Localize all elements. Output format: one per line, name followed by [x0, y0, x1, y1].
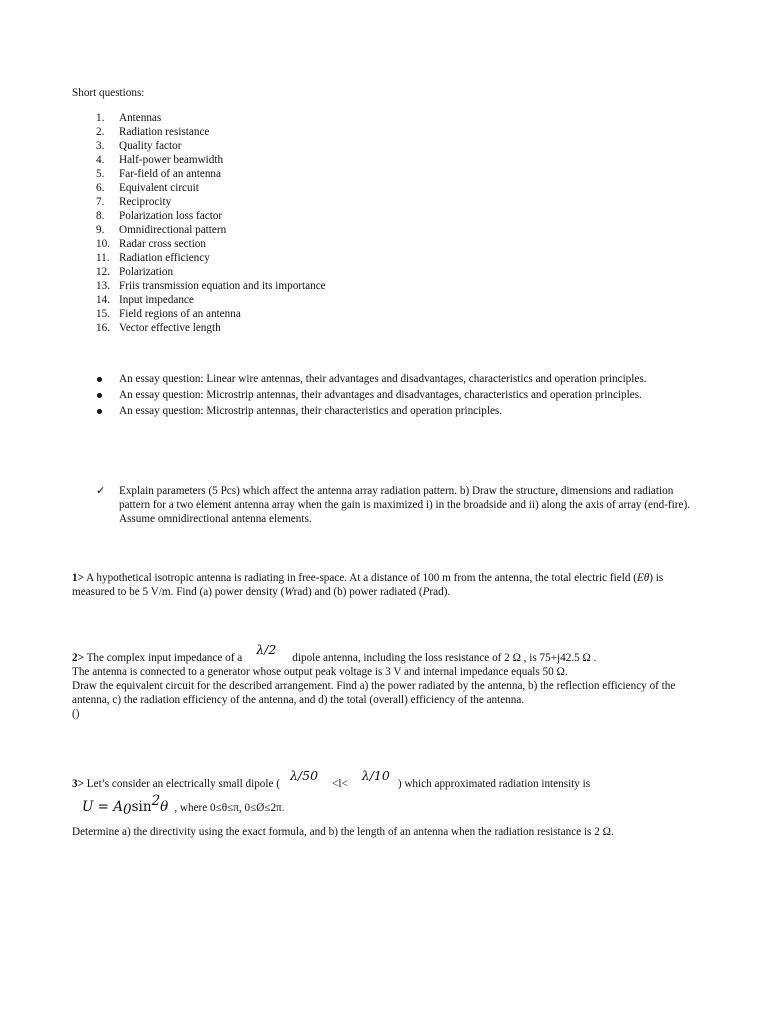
short-question-number: 10. [96, 238, 110, 250]
short-question-item [72, 321, 692, 335]
essay-question-item [94, 372, 684, 386]
short-question-text: Equivalent circuit [119, 182, 199, 194]
short-question-number: 5. [96, 168, 105, 180]
question-3-determine: Determine a) the directivity using the exact formula, and b) the length of an antenna when the radiation resistance is 2 Ω. [72, 826, 614, 838]
question-2-text: The complex input impedance of a [83, 652, 243, 664]
short-question-text: Polarization loss factor [119, 210, 223, 222]
short-question-item [72, 307, 692, 321]
short-question-text: Friis transmission equation and its importance [119, 280, 326, 292]
question-2-label: 2> [72, 652, 84, 664]
lambda-upper-bound: λ/10 [361, 768, 390, 783]
question-1-text: ). [443, 586, 451, 598]
length-inequality: <l< [332, 778, 348, 790]
short-question-number: 6. [96, 182, 105, 194]
short-question-number: 14. [96, 294, 110, 306]
short-question-number: 12. [96, 266, 110, 278]
checkmark-icon: ✓ [96, 484, 106, 497]
question-3-text: ) which approximated radiation intensity is [397, 778, 591, 790]
question-2 [72, 642, 696, 721]
formula-superscript: 2 [151, 793, 161, 809]
question-1-text: ) and (b) power radiated ( [307, 586, 423, 598]
essay-question-list [94, 372, 684, 420]
short-question-item [72, 209, 692, 223]
question-1-w: W [284, 586, 294, 598]
question-1-e-theta: Eθ [636, 572, 650, 584]
short-question-number: 9. [96, 224, 105, 236]
short-question-text: Radar cross section [119, 238, 206, 250]
short-question-number: 15. [96, 308, 110, 320]
short-question-item [72, 237, 692, 251]
short-question-number: 1. [96, 112, 105, 124]
formula-sin: sin [131, 799, 152, 815]
short-question-text: Radiation efficiency [119, 252, 210, 264]
short-questions-heading: Short questions: [72, 87, 145, 99]
short-question-number: 4. [96, 154, 105, 166]
short-question-item [72, 279, 692, 293]
question-2-line-2: The antenna is connected to a generator whose output peak voltage is 3 V and internal impedance equals 50 Ω. [72, 666, 568, 678]
question-1-w-sub: rad [293, 586, 308, 598]
short-question-item [72, 251, 692, 265]
bullet-icon [97, 409, 102, 414]
question-3-label: 3> [72, 778, 84, 790]
essay-question-item [94, 404, 684, 418]
short-question-text: Input impedance [119, 294, 194, 306]
question-2-line-3: Draw the equivalent circuit for the described arrangement. Find a) the power radiated by the antenna, b) the reflection efficiency of the antenna, c) the radiation efficiency of the antenna, and d) the total (overall) efficiency of the antenna. [72, 680, 676, 706]
formula-u: U = A [82, 799, 124, 815]
question-1 [72, 571, 696, 599]
question-2-text: dipole antenna, including the loss resistance of 2 Ω , is 75+j42.5 Ω . [292, 652, 597, 664]
short-question-item [72, 181, 692, 195]
question-2-line-1 [72, 642, 696, 665]
short-question-text: Reciprocity [119, 196, 172, 208]
formula-subscript: 0 [123, 802, 132, 818]
question-1-p: P [422, 586, 430, 598]
short-question-text: Polarization [119, 266, 174, 278]
short-question-text: Radiation resistance [119, 126, 210, 138]
short-question-text: Field regions of an antenna [119, 308, 241, 320]
short-question-text: Quality factor [119, 140, 182, 152]
short-question-item [72, 265, 692, 279]
short-question-number: 13. [96, 280, 110, 292]
short-question-text: Vector effective length [119, 322, 221, 334]
checkmark-item [94, 484, 694, 526]
question-1-text: ) is measured to be 5 V/m. Find (a) power density ( [72, 572, 664, 598]
short-question-item [72, 293, 692, 307]
bullet-icon [97, 377, 102, 382]
question-1-text: A hypothetical isotropic antenna is radiating in free-space. At a distance of 100 m from the antenna, the total electric field ( [83, 572, 637, 584]
short-question-text: Omnidirectional pattern [119, 224, 227, 236]
short-question-text: Far-field of an antenna [119, 168, 221, 180]
short-question-item [72, 125, 692, 139]
question-2-line-4: () [72, 708, 80, 720]
short-question-number: 16. [96, 322, 110, 334]
question-3 [72, 768, 696, 791]
short-question-number: 3. [96, 140, 105, 152]
short-question-text: Antennas [119, 112, 162, 124]
short-question-item [72, 111, 692, 125]
short-question-number: 8. [96, 210, 105, 222]
question-3-text: Let’s consider an electrically small dipole ( [83, 778, 280, 790]
short-question-item [72, 153, 692, 167]
short-question-item [72, 139, 692, 153]
short-question-text: Half-power beamwidth [119, 154, 224, 166]
lambda-lower-bound: λ/50 [290, 768, 319, 783]
formula-theta: θ [160, 799, 169, 815]
short-question-item [72, 167, 692, 181]
essay-question-text: An essay question: Microstrip antennas, their advantages and disadvantages, characteristics and operation principles. [119, 389, 642, 401]
radiation-intensity-formula [82, 794, 285, 817]
lambda-half-formula: λ/2 [256, 642, 277, 657]
short-question-number: 2. [96, 126, 105, 138]
short-question-number: 7. [96, 196, 105, 208]
question-1-p-sub: rad [429, 586, 444, 598]
short-question-item [72, 195, 692, 209]
essay-question-text: An essay question: Linear wire antennas, their advantages and disadvantages, characteristics and operation principles. [119, 373, 647, 385]
short-questions-list [72, 111, 692, 335]
formula-range: , where 0≤θ≤π, 0≤Ø≤2π. [174, 802, 285, 814]
bullet-icon [97, 393, 102, 398]
essay-question-item [94, 388, 684, 402]
short-question-number: 11. [96, 252, 110, 264]
short-question-item [72, 223, 692, 237]
question-1-label: 1> [72, 572, 84, 584]
checkmark-item-text: Explain parameters (5 Pcs) which affect the antenna array radiation pattern. b) Draw the structure, dimensions and radiation pattern for a two element antenna array when the gain is maximized i) in the broadside and ii) along the axis of array (end-fire). Assume omnidirectional antenna elements. [119, 485, 690, 525]
essay-question-text: An essay question: Microstrip antennas, their characteristics and operation principles. [119, 405, 503, 417]
